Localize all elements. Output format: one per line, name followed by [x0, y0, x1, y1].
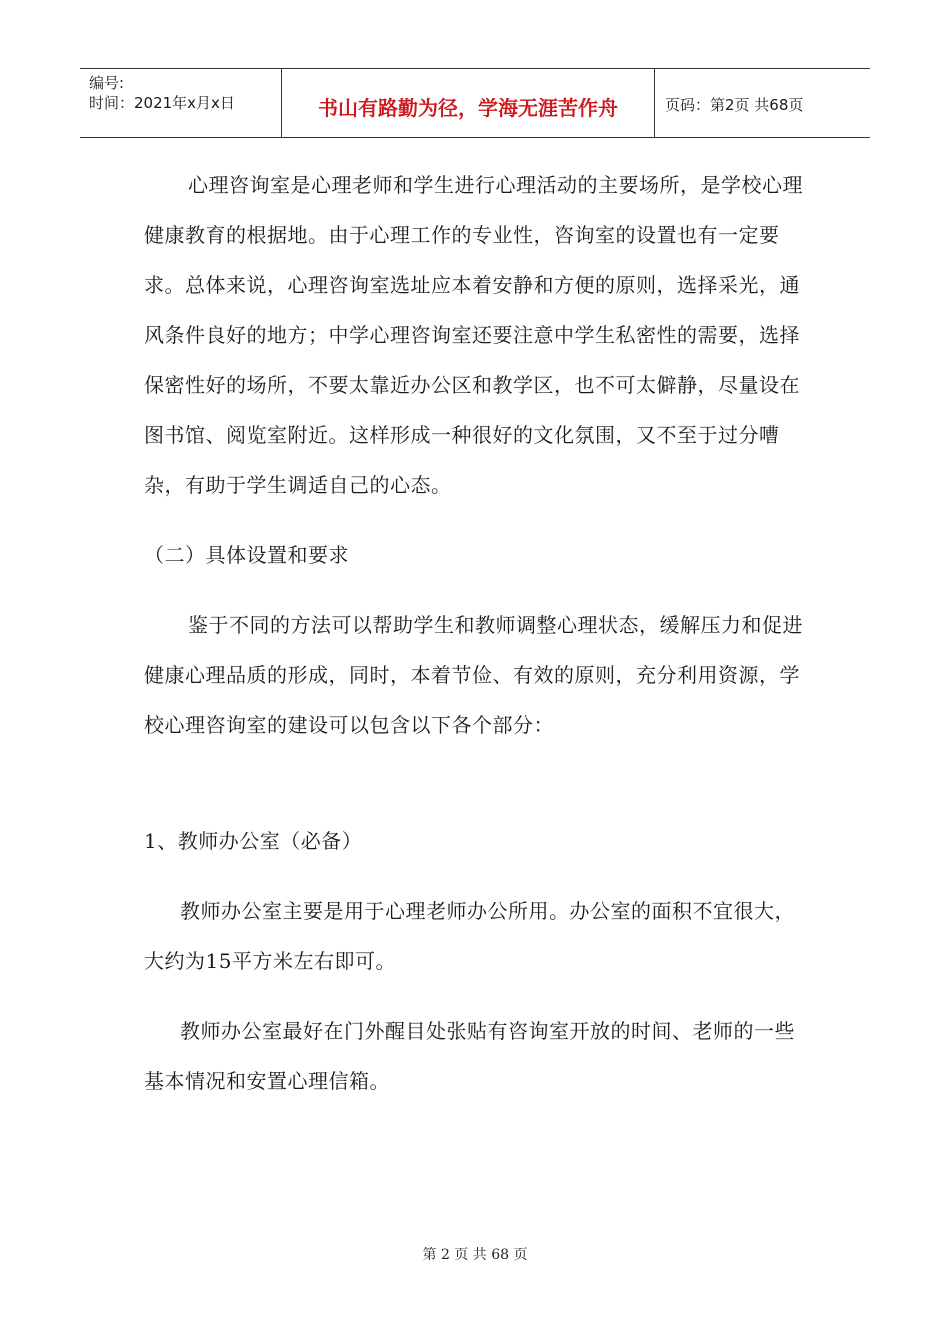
page-footer: 第 2 页 共 68 页	[422, 1247, 528, 1263]
header-page-info: 页码：第2页 共68页	[665, 95, 804, 114]
section-heading-teacher-office: 1、教师办公室（必备）	[144, 829, 363, 853]
paragraph-site-selection: 心理咨询室是心理老师和学生进行心理活动的主要场所，是学校心理健康教育的根据地。由于心理工作的专业性，咨询室的设置也有一定要求。总体来说，心理咨询室选址应本着安静和方便的原则，选择采光，通风条件良好的地方；中学心理咨询室还要注意中学生私密性的需要，选择保密性好的场所，不要太靠近办公区和教学区，也不可太僻静，尽量设在图书馆、阅览室附近。这样形成一种很好的文化氛围，又不至于过分嘈杂，有助于学生调适自己的心态。	[144, 173, 803, 497]
paragraph-components: 鉴于不同的方法可以帮助学生和教师调整心理状态，缓解压力和促进健康心理品质的形成，同时，本着节俭、有效的原则，充分利用资源，学校心理咨询室的建设可以包含以下各个部分：	[144, 613, 803, 737]
paragraph-office-notice: 教师办公室最好在门外醒目处张贴有咨询室开放的时间、老师的一些基本情况和安置心理信箱。	[144, 1019, 795, 1093]
section-heading-setup: （二）具体设置和要求	[144, 543, 349, 567]
time-label: 时间：2021年x月x日	[89, 94, 235, 112]
page-header	[80, 68, 870, 138]
header-motto: 书山有路勤为径，学海无涯苦作舟	[282, 69, 655, 137]
code-label: 编号:	[89, 74, 125, 92]
paragraph-office-purpose: 教师办公室主要是用于心理老师办公所用。办公室的面积不宜很大，大约为15平方米左右即可。	[144, 899, 795, 973]
document-body	[144, 160, 808, 1106]
header-meta	[80, 69, 282, 137]
